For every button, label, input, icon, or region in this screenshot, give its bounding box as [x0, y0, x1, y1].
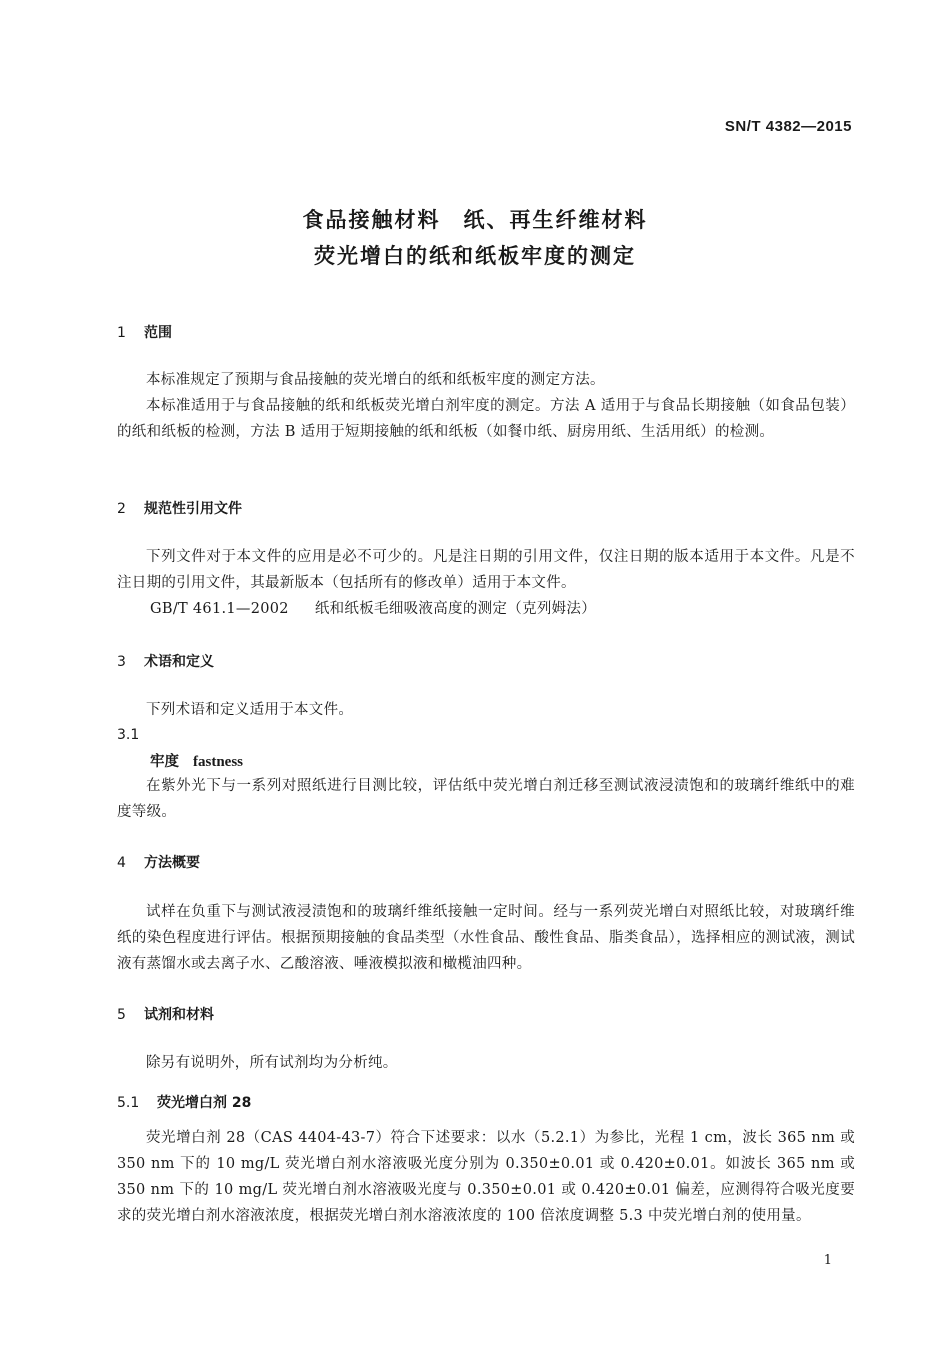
subsection-title: 荧光增白剂 28 — [157, 1095, 252, 1111]
term-definition: 在紫外光下与一系列对照纸进行目测比较，评估纸中荧光增白剂迁移至测试液浸渍饱和的玻璃纤维纸中的难度等级。 — [117, 778, 855, 820]
document-title-line2: 荧光增白的纸和纸板牢度的测定 — [314, 244, 636, 268]
reference-code: GB/T 461.1—2002 — [150, 601, 289, 617]
section-title: 方法概要 — [144, 855, 200, 871]
section-title: 术语和定义 — [144, 654, 214, 670]
section-title: 试剂和材料 — [144, 1007, 214, 1023]
paragraph: 下列文件对于本文件的应用是必不可少的。凡是注日期的引用文件，仅注日期的版本适用于本文件。凡是不注日期的引用文件，其最新版本（包括所有的修改单）适用于本文件。 — [117, 549, 855, 591]
term-english: fastness — [193, 754, 244, 770]
section-heading-normative-references — [117, 498, 242, 518]
subsection-heading — [117, 1092, 251, 1112]
reference-title: 纸和纸板毛细吸液高度的测定（克列姆法） — [314, 601, 597, 617]
section-number: 1 — [117, 325, 126, 341]
term-entry — [150, 750, 243, 771]
paragraph: 下列术语和定义适用于本文件。 — [146, 702, 354, 718]
section-heading-reagents — [117, 1004, 214, 1024]
term-chinese: 牢度 — [150, 754, 179, 770]
section-title: 规范性引用文件 — [144, 501, 242, 517]
paragraph: 除另有说明外，所有试剂均为分析纯。 — [146, 1055, 398, 1071]
clause-number: 3.1 — [117, 727, 140, 743]
paragraph: 本标准适用于与食品接触的纸和纸板荧光增白剂牢度的测定。方法 A 适用于与食品长期接触（如食品包装）的纸和纸板的检测，方法 B 适用于短期接触的纸和纸板（如餐巾纸、厨房用纸、生活用纸）的检测。 — [117, 398, 855, 440]
section-number: 3 — [117, 654, 126, 670]
section-heading-scope — [117, 322, 172, 342]
paragraph: 荧光增白剂 28（CAS 4404-43-7）符合下述要求：以水（5.2.1）为参比，光程 1 cm，波长 365 nm 或 350 nm 下的 10 mg/L 荧光增白剂水溶液吸光度分别为 0.350±0.01 或 0.420±0.01。如波长 365 nm 或 350 nm 下的 10 mg/L 荧光增白剂水溶液吸光度与 0.350±0.01 或 0.420±0.01 偏差，应测得符合吸光度要求的荧光增白剂水溶液浓度，根据荧光增白剂水溶液浓度的 100 倍浓度调整 5.3 中荧光增白剂的使用量。 — [117, 1130, 855, 1224]
paragraph: 试样在负重下与测试液浸渍饱和的玻璃纤维纸接触一定时间。经与一系列荧光增白对照纸比较，对玻璃纤维纸的染色程度进行评估。根据预期接触的食品类型（水性食品、酸性食品、脂类食品），选择相应的测试液，测试液有蒸馏水或去离子水、乙酸溶液、唾液模拟液和橄榄油四种。 — [117, 904, 855, 972]
section-number: 4 — [117, 855, 126, 871]
section-heading-method-overview — [117, 852, 200, 872]
section-number: 2 — [117, 501, 126, 517]
reference-entry — [150, 596, 856, 622]
document-title-line1: 食品接触材料 纸、再生纤维材料 — [302, 208, 648, 232]
section-title: 范围 — [144, 325, 172, 341]
section-heading-terms — [117, 651, 214, 671]
paragraph: 本标准规定了预期与食品接触的荧光增白的纸和纸板牢度的测定方法。 — [146, 372, 605, 388]
section-number: 5 — [117, 1007, 126, 1023]
document-code: SN/T 4382—2015 — [724, 118, 852, 135]
subsection-number: 5.1 — [117, 1095, 140, 1111]
page-number: 1 — [823, 1253, 832, 1268]
